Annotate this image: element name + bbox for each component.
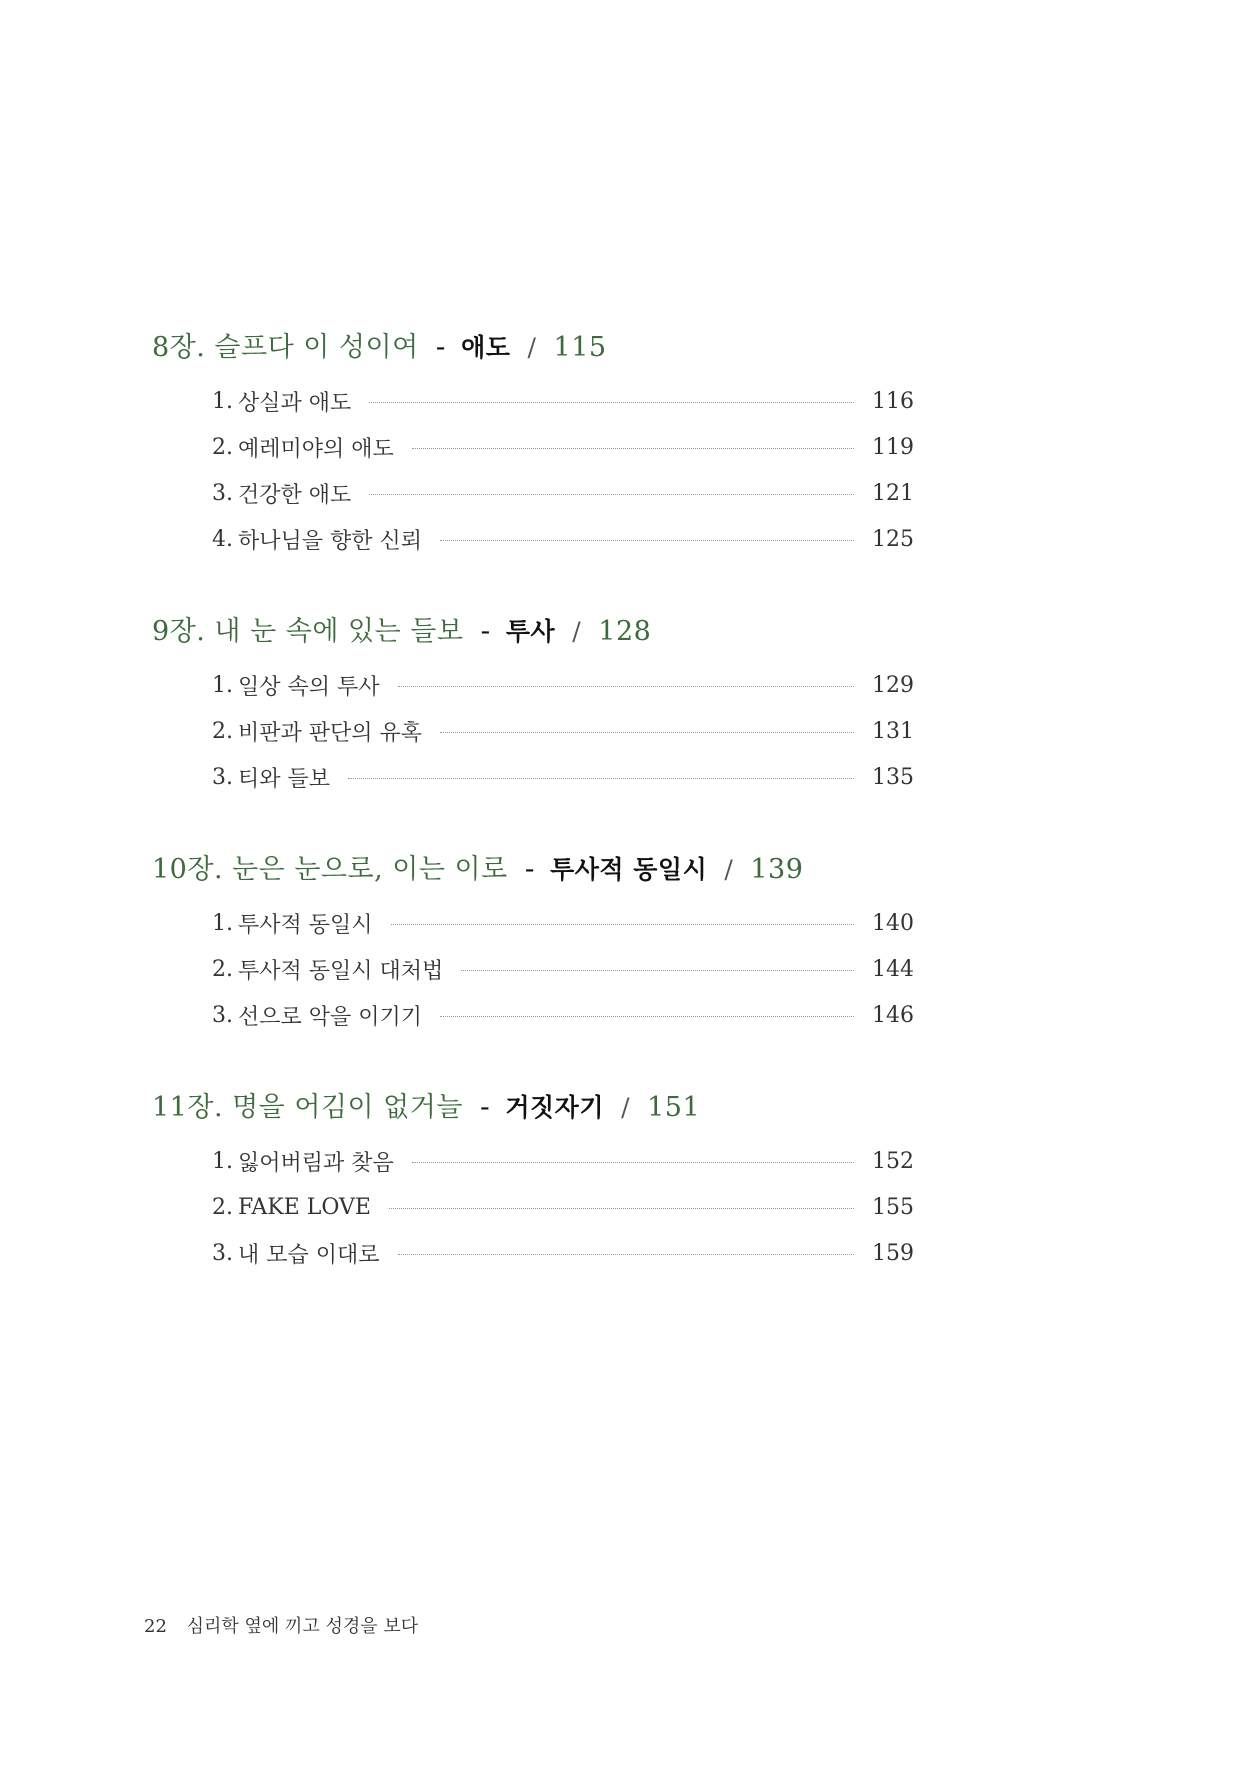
dot-leader xyxy=(398,686,855,687)
title-slash: / xyxy=(572,617,582,646)
dot-leader xyxy=(440,540,854,541)
entry-page: 159 xyxy=(872,1240,914,1266)
entry-number: 2. xyxy=(212,434,233,460)
entry-label: 건강한 애도 xyxy=(238,482,352,508)
title-slash: / xyxy=(527,333,537,362)
chapter-9 xyxy=(152,612,912,800)
dot-leader xyxy=(369,494,854,495)
chapter-page: 151 xyxy=(647,1092,701,1123)
entry-number: 2. xyxy=(212,1194,233,1220)
page-footer xyxy=(144,1612,418,1638)
chapter-title-row xyxy=(152,612,912,652)
dot-leader xyxy=(391,924,854,925)
chapter-11 xyxy=(152,1088,912,1276)
entry-page: 144 xyxy=(872,956,914,982)
entry-page: 140 xyxy=(872,910,914,936)
chapter-topic: 투사적 동일시 xyxy=(550,855,708,884)
entry-number: 2. xyxy=(212,956,233,982)
entry-number: 4. xyxy=(212,526,233,552)
chapter-title: 8장. 슬프다 이 성이여 xyxy=(152,332,419,363)
chapter-title: 11장. 명을 어김이 없거늘 xyxy=(152,1092,463,1123)
entry-list xyxy=(212,1138,912,1276)
title-dash: - xyxy=(524,854,536,885)
entry-list xyxy=(212,900,912,1038)
toc-entry[interactable] xyxy=(212,754,912,800)
entry-page: 125 xyxy=(872,526,914,552)
entry-list xyxy=(212,662,912,800)
entry-page: 116 xyxy=(872,388,914,414)
chapter-title-row xyxy=(152,850,912,890)
chapter-page: 128 xyxy=(598,616,652,647)
entry-label: 하나님을 향한 신뢰 xyxy=(238,528,423,554)
entry-number: 2. xyxy=(212,718,233,744)
toc-entry[interactable] xyxy=(212,470,912,516)
chapter-title-row xyxy=(152,328,912,368)
chapter-10 xyxy=(152,850,912,1038)
entry-page: 155 xyxy=(872,1194,914,1220)
entry-number: 3. xyxy=(212,1002,233,1028)
entry-page: 121 xyxy=(872,480,914,506)
dot-leader xyxy=(369,402,854,403)
toc-entry[interactable] xyxy=(212,1230,912,1276)
entry-label: 티와 들보 xyxy=(238,766,331,792)
entry-label: 선으로 악을 이기기 xyxy=(238,1004,423,1030)
chapter-title: 9장. 내 눈 속에 있는 들보 xyxy=(152,616,464,647)
entry-label: 예레미야의 애도 xyxy=(238,436,394,462)
toc-entry[interactable] xyxy=(212,378,912,424)
footer-page-number: 22 xyxy=(144,1616,167,1637)
entry-number: 3. xyxy=(212,764,233,790)
entry-page: 146 xyxy=(872,1002,914,1028)
dot-leader xyxy=(398,1254,855,1255)
entry-number: 1. xyxy=(212,1148,233,1174)
chapter-topic: 투사 xyxy=(505,617,556,646)
entry-label: 비판과 판단의 유혹 xyxy=(238,720,423,746)
dot-leader xyxy=(440,732,854,733)
entry-label: 잃어버림과 찾음 xyxy=(238,1150,394,1176)
dot-leader xyxy=(412,448,854,449)
entry-label: FAKE LOVE xyxy=(238,1194,371,1220)
entry-number: 1. xyxy=(212,910,233,936)
entry-number: 3. xyxy=(212,1240,233,1266)
toc-entry[interactable] xyxy=(212,1138,912,1184)
chapter-title: 10장. 눈은 눈으로, 이는 이로 xyxy=(152,854,508,885)
entry-list xyxy=(212,378,912,562)
footer-book-title: 심리학 옆에 끼고 성경을 보다 xyxy=(186,1616,419,1637)
chapter-page: 139 xyxy=(750,854,804,885)
dot-leader xyxy=(412,1162,854,1163)
entry-label: 내 모습 이대로 xyxy=(238,1242,380,1268)
entry-number: 1. xyxy=(212,388,233,414)
toc-entry[interactable] xyxy=(212,1184,912,1230)
toc-entry[interactable] xyxy=(212,900,912,946)
entry-label: 투사적 동일시 xyxy=(238,912,373,938)
title-dash: - xyxy=(480,1092,491,1123)
toc-entry[interactable] xyxy=(212,992,912,1038)
entry-number: 3. xyxy=(212,480,233,506)
dot-leader xyxy=(440,1016,854,1017)
chapter-title-row xyxy=(152,1088,912,1128)
dot-leader xyxy=(348,778,854,779)
toc-entry[interactable] xyxy=(212,424,912,470)
dot-leader xyxy=(389,1208,854,1209)
title-slash: / xyxy=(724,855,734,884)
toc-entry[interactable] xyxy=(212,946,912,992)
entry-page: 129 xyxy=(872,672,914,698)
chapter-topic: 거짓자기 xyxy=(505,1093,604,1122)
title-dash: - xyxy=(480,616,491,647)
title-dash: - xyxy=(435,332,447,363)
chapter-page: 115 xyxy=(553,332,607,363)
toc-entry[interactable] xyxy=(212,516,912,562)
entry-label: 일상 속의 투사 xyxy=(238,674,380,700)
entry-label: 상실과 애도 xyxy=(238,390,352,416)
title-slash: / xyxy=(621,1093,631,1122)
entry-number: 1. xyxy=(212,672,233,698)
entry-page: 152 xyxy=(872,1148,914,1174)
entry-page: 119 xyxy=(872,434,914,460)
entry-page: 131 xyxy=(872,718,914,744)
chapter-topic: 애도 xyxy=(461,333,511,362)
entry-label: 투사적 동일시 대처법 xyxy=(238,958,444,984)
toc-entry[interactable] xyxy=(212,708,912,754)
toc-entry[interactable] xyxy=(212,662,912,708)
chapter-8 xyxy=(152,328,912,562)
dot-leader xyxy=(461,970,854,971)
entry-page: 135 xyxy=(872,764,914,790)
